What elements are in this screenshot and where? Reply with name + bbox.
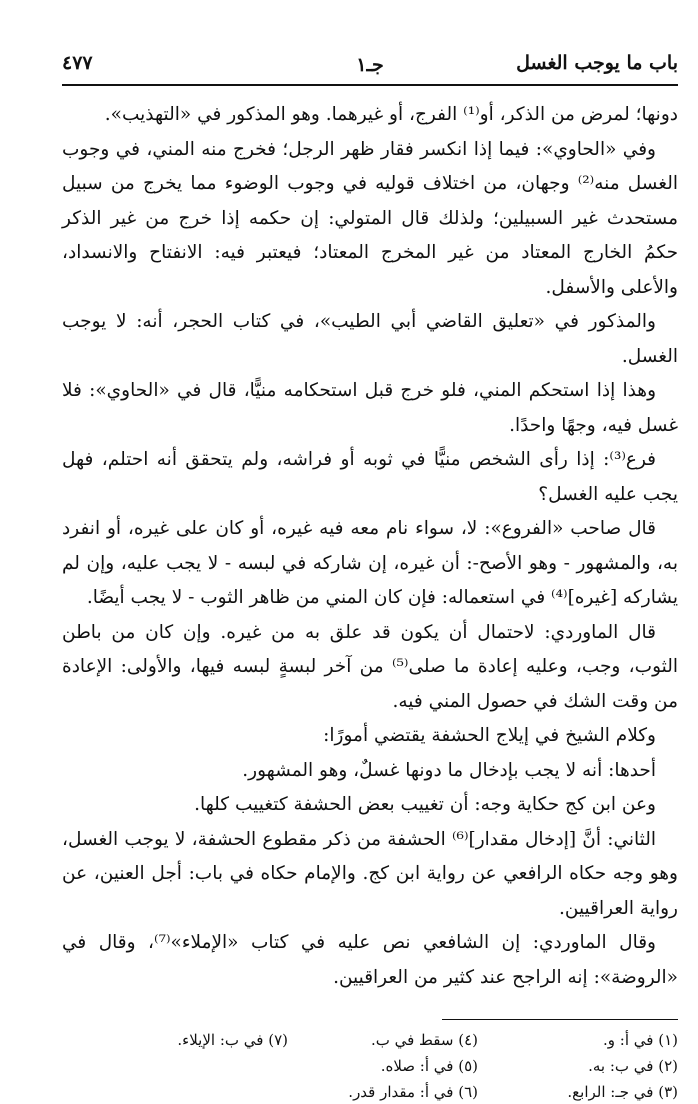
paragraph: وقال الماوردي: إن الشافعي نص عليه في كتاب «الإملاء»⁽⁷⁾، وقال في «الروضة»: إنه الراجح عند كثير من العراقيين. <box>62 932 678 988</box>
paragraph: وكلام الشيخ في إيلاج الحشفة يقتضي أمورًا: <box>323 725 656 746</box>
paragraph: فرع⁽³⁾: إذا رأى الشخص منيًّا في ثوبه أو فراشه، ولم يتحقق أنه احتلم، فهل يجب عليه الغسل؟ <box>62 449 678 505</box>
footnote <box>62 1080 288 1104</box>
paragraph: دونها؛ لمرض من الذكر، أو⁽¹⁾ الفرج، أو غيرهما. وهو المذكور في «التهذيب». <box>104 104 678 125</box>
footnote: (٣) في جـ: الرابع. <box>567 1083 678 1101</box>
running-title: باب ما يوجب الغسل <box>516 52 678 74</box>
footnote: (١) في أ: و. <box>603 1031 678 1049</box>
paragraph: وهذا إذا استحكم المني، فلو خرج قبل استحكامه منيًّا، قال في «الحاوي»: فلا غسل فيه، وجهًا واحدًا. <box>62 380 678 436</box>
page-number: ٤٧٧ <box>62 52 93 74</box>
volume-marker: جـ١ <box>356 54 384 76</box>
footnote: (٤) سقط في ب. <box>370 1031 478 1049</box>
book-page <box>62 40 678 1101</box>
page-header <box>62 40 678 86</box>
footnote: (٢) في ب: به. <box>588 1057 678 1075</box>
paragraph: الثاني: أنَّ [إدخال مقدار]⁽⁶⁾ الحشفة من ذكر مقطوع الحشفة، لا يوجب الغسل، وهو وجه حكاه الرافعي عن رواية ابن كج. والإمام حكاه في باب: أجل العنين، عن رواية العراقيين. <box>62 828 678 919</box>
footnote: (٥) في أ: صلاه. <box>380 1057 478 1075</box>
paragraph: والمذكور في «تعليق القاضي أبي الطيب»، في كتاب الحجر، أنه: لا يوجب الغسل. <box>62 311 678 367</box>
footnote-separator <box>442 1019 678 1020</box>
footnote: (٦) في أ: مقدار قدر. <box>348 1083 478 1101</box>
paragraph: وعن ابن كج حكاية وجه: أن تغييب بعض الحشفة كتغييب كلها. <box>194 794 656 815</box>
main-text <box>62 98 678 995</box>
paragraph: وفي «الحاوي»: فيما إذا انكسر فقار ظهر الرجل؛ فخرج منه المني، في وجوب الغسل منه⁽²⁾ وجهان، من اختلاف قوليه في وجوب الوضوء مما يخرج من سبيل مستحدث غير السبيلين؛ ولذلك قال المتولي: إن حكمه إذا خرج من غير الذكر حكمُ الخارج المعتاد من غير المخرج المعتاد؛ فيعتبر فيه: الانفتاح والانسداد، والأعلى والأسفل. <box>62 138 678 298</box>
footnote <box>62 1054 288 1078</box>
footnote: (٧) في ب: الإيلاء. <box>177 1031 288 1049</box>
footnotes <box>62 1028 678 1104</box>
paragraph: قال الماوردي: لاحتمال أن يكون قد علق به من غيره. وإن كان من باطن الثوب، وجب، وعليه إعادة ما صلى⁽⁵⁾ من آخر لبسةٍ لبسه فيها، والأولى: الإعادة من وقت الشك في حصول المني فيه. <box>62 621 678 712</box>
paragraph: قال صاحب «الفروع»: لا، سواء نام معه فيه غيره، أو كان على غيره، أو انفرد به، والمشهور - وهو الأصح-: أن غيره، إن شاركه في لبسه - لا يجب عليه، وإن لم يشاركه [غيره]⁽⁴⁾ في استعماله: فإن كان المني من ظاهر الثوب - لا يجب أيضًا. <box>62 518 678 608</box>
paragraph: أحدها: أنه لا يجب بإدخال ما دونها غسلٌ، وهو المشهور. <box>242 759 656 781</box>
